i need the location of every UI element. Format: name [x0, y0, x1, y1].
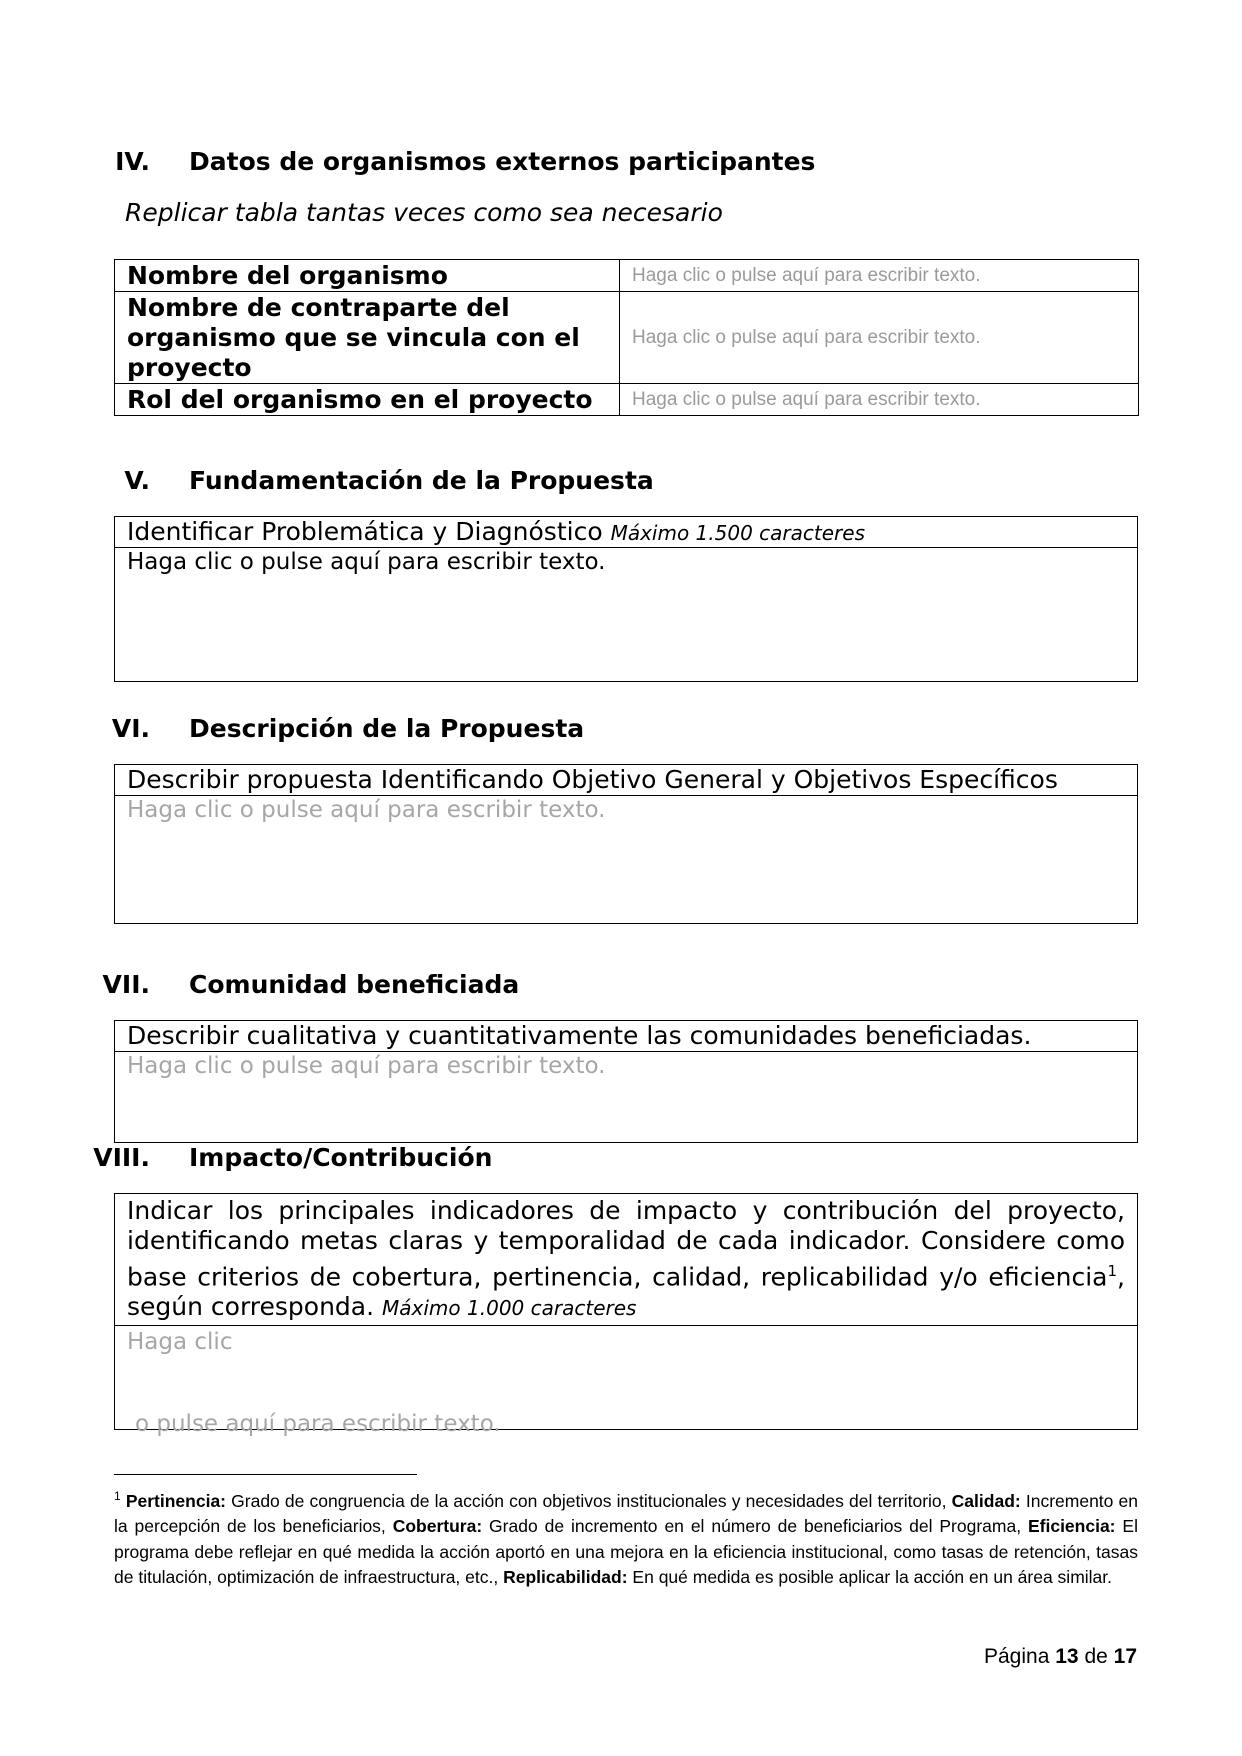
section-vii-number: VII. — [102, 970, 150, 999]
community-box — [114, 1020, 1138, 1143]
section-iv-number: IV. — [115, 147, 150, 176]
page-label: Página — [984, 1645, 1050, 1668]
footnote-term: Eficiencia: — [1027, 1516, 1116, 1537]
impact-instructions: Indicar los principales indicadores de impacto y contribución del proyecto, identificando metas claras y temporalidad de cada indicador. Considere como base criterios de cobertura, pertinencia, calidad, replicabilidad y/o eficiencia — [127, 1196, 1125, 1292]
proposal-description-header: Describir propuesta Identificando Objetivo General y Objetivos Específicos — [115, 765, 1137, 796]
footnote-separator — [114, 1474, 417, 1475]
organism-name-label: Nombre del organismo — [115, 260, 620, 292]
footnote-reference[interactable]: 1 — [1107, 1262, 1118, 1280]
footnote-definition: Grado de congruencia de la acción con objetivos institucionales y necesidades del territorio, — [226, 1490, 952, 1511]
problem-diagnosis-header — [115, 517, 1137, 548]
section-iv-title: Datos de organismos externos participantes — [189, 147, 816, 176]
counterpart-name-field[interactable]: Haga clic o pulse aquí para escribir texto. — [620, 292, 1139, 384]
counterpart-name-label: Nombre de contraparte del organismo que se vincula con el proyecto — [115, 292, 620, 384]
impact-header — [115, 1194, 1137, 1326]
community-header: Describir cualitativa y cuantitativamente las comunidades beneficiadas. — [115, 1021, 1137, 1052]
section-vi-number: VI. — [111, 714, 150, 743]
max-chars-note: Máximo 1.000 caracteres — [382, 1296, 637, 1321]
footnote — [114, 1484, 1138, 1591]
section-viii-number: VIII. — [93, 1143, 150, 1172]
community-field[interactable]: Haga clic o pulse aquí para escribir texto. — [127, 1053, 606, 1079]
impact-field[interactable] — [115, 1326, 1137, 1438]
problem-diagnosis-field[interactable]: Haga clic o pulse aquí para escribir texto. — [127, 549, 606, 575]
organism-role-label: Rol del organismo en el proyecto — [115, 384, 620, 416]
section-v-title: Fundamentación de la Propuesta — [189, 466, 654, 495]
proposal-description-field[interactable]: Haga clic o pulse aquí para escribir texto. — [127, 797, 606, 823]
section-vi-title: Descripción de la Propuesta — [189, 714, 585, 743]
page-current: 13 — [1055, 1645, 1079, 1668]
footnote-definition: En qué medida es posible aplicar la acción en un área similar. — [627, 1567, 1113, 1588]
problem-diagnosis-label: Identificar Problemática y Diagnóstico — [127, 517, 603, 546]
page-number — [984, 1645, 1137, 1669]
section-v-number: V. — [124, 466, 150, 495]
page-total: 17 — [1113, 1645, 1137, 1668]
footnote-definition: Incremento en la percepción de los beneficiarios, — [114, 1490, 1138, 1537]
impact-box — [114, 1193, 1138, 1438]
organism-role-field[interactable]: Haga clic o pulse aquí para escribir texto. — [620, 384, 1139, 416]
page-of: de — [1084, 1645, 1108, 1668]
organism-name-field[interactable]: Haga clic o pulse aquí para escribir texto. — [620, 260, 1139, 292]
table-row — [115, 292, 1139, 384]
section-viii-title: Impacto/Contribución — [189, 1143, 493, 1172]
section-iv-subtitle: Replicar tabla tantas veces como sea necesario — [125, 198, 723, 227]
footnote-term: Replicabilidad: — [503, 1567, 628, 1588]
organism-table — [114, 259, 1139, 416]
impact-instructions-end: , según corresponda. — [127, 1262, 1125, 1322]
section-vii-title: Comunidad beneficiada — [189, 970, 520, 999]
impact-placeholder-part2: o pulse aquí para escribir texto. — [135, 1411, 501, 1438]
problem-diagnosis-box — [114, 516, 1138, 682]
footnote-term: Calidad: — [951, 1490, 1021, 1511]
proposal-description-box — [114, 764, 1138, 924]
table-row — [115, 384, 1139, 416]
max-chars-note: Máximo 1.500 caracteres — [610, 521, 865, 545]
footnote-definition: Grado de incremento en el número de beneficiarios del Programa, — [482, 1516, 1028, 1537]
footnote-term: Cobertura: — [392, 1516, 483, 1537]
footnote-definition: El programa debe reflejar en qué medida la acción aportó en una mejora en la eficiencia institucional, como tasas de retención, tasas de titulación, optimización de infraestructura, etc., — [114, 1516, 1138, 1588]
footnote-term: Pertinencia: — [125, 1490, 227, 1511]
table-row — [115, 260, 1139, 292]
footnote-marker: 1 — [114, 1489, 121, 1503]
impact-placeholder-part1: Haga clic — [127, 1329, 233, 1356]
